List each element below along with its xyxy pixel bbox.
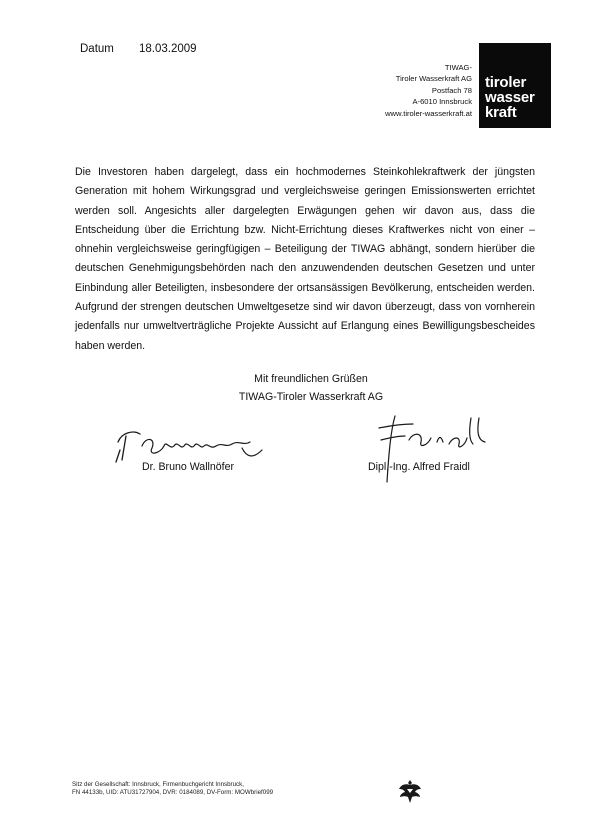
- sender-line: TIWAG-: [444, 63, 472, 72]
- date-label: Datum: [80, 43, 114, 55]
- letter-body: Die Investoren haben dargelegt, dass ein hochmodernes Steinkohlekraftwerk der jüngsten Generation mit hohem Wirkungsgrad und vergleichsweise geringen Emissionswerten errichtet werden soll. Angesichts aller dargelegten Erwägungen gehen wir davon aus, dass die Entscheidung über die Errichtung bzw. Nicht-Errichtung dieses Kraftwerkes nicht von einer – ohnehin vergleichsweise geringfügigen – Beteiligung der TIWAG abhängt, sondern hierüber die deutschen Genehmigungsbehörden nach den anzuwendenden deutschen Gesetzen und unter Einbindung aller Beteiligten, insbesondere der ortsansässigen Bevölkerung, entscheiden werden. Aufgrund der strengen deutschen Umweltgesetze sind wir davon überzeugt, dass von vornherein jedenfalls nur umweltverträgliche Projekte Aussicht auf Erlangung eines Bewilligungsbescheides haben werden.: [75, 166, 535, 352]
- company-logo: [479, 43, 551, 128]
- date-value: 18.03.2009: [139, 43, 197, 55]
- footer-line: FN 44133b, UID: ATU31727904, DVR: 0184089, DV-Form: MOWbrief099: [72, 789, 274, 796]
- closing-greeting: Mit freundlichen Grüßen: [254, 373, 368, 385]
- sender-line: Tiroler Wasserkraft AG: [395, 74, 472, 84]
- logo-line: kraft: [485, 104, 517, 121]
- footer-line: Sitz der Gesellschaft: Innsbruck, Firmenbuchgericht Innsbruck,: [72, 781, 244, 788]
- logo-line: wasser: [485, 89, 535, 106]
- sender-address: [385, 62, 472, 119]
- sender-line: Postfach 78: [431, 85, 472, 95]
- closing-block: [0, 370, 600, 406]
- logo-line: tiroler: [485, 74, 527, 91]
- footer-legal: [72, 781, 273, 797]
- signatory-right-name: Dipl.-Ing. Alfred Fraidl: [368, 461, 470, 473]
- signatory-left-name: Dr. Bruno Wallnöfer: [142, 461, 235, 473]
- sender-website: www.tiroler-wasserkraft.at: [385, 108, 472, 118]
- tyrol-eagle-icon: [397, 777, 423, 805]
- date-line: [80, 43, 197, 55]
- closing-company: TIWAG-Tiroler Wasserkraft AG: [238, 391, 384, 403]
- sender-line: A-6010 Innsbruck: [412, 97, 472, 107]
- signature-right: [375, 410, 495, 485]
